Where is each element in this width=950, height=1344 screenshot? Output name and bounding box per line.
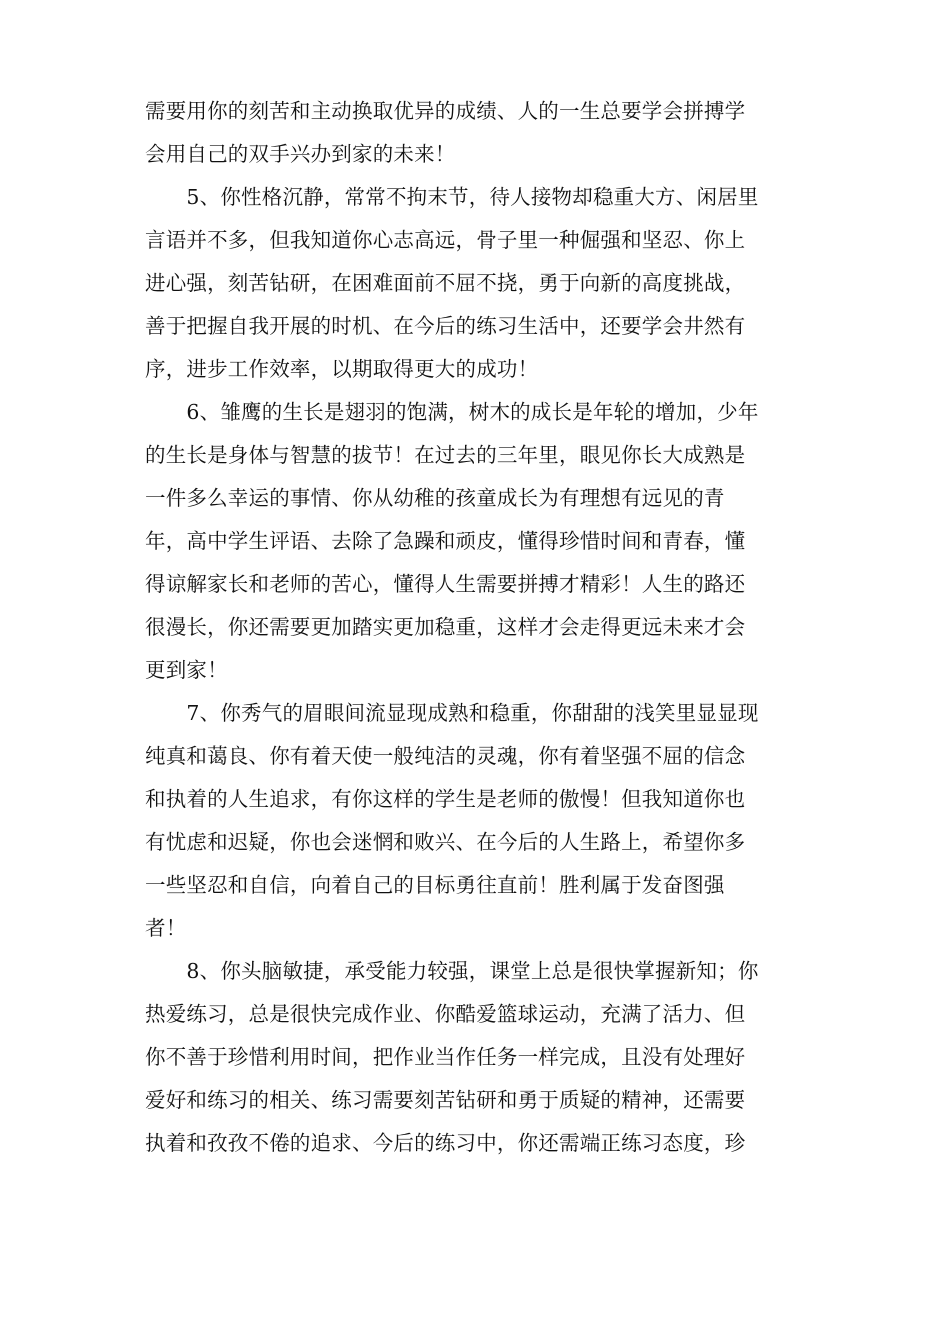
text-line: 爱好和练习的相关、练习需要刻苦钻研和勇于质疑的精神，还需要 [145, 1088, 746, 1112]
text-line: 8、你头脑敏捷，承受能力较强，课堂上总是很快掌握新知；你 [145, 959, 759, 983]
text-line: 7、你秀气的眉眼间流显现成熟和稳重，你甜甜的浅笑里显显现 [145, 701, 759, 725]
text-line: 年，高中学生评语、去除了急躁和顽皮，懂得珍惜时间和青春，懂 [145, 529, 746, 553]
text-line: 你不善于珍惜利用时间，把作业当作任务一样完成，且没有处理好 [145, 1045, 746, 1069]
text-line: 很漫长，你还需要更加踏实更加稳重，这样才会走得更远未来才会 [145, 615, 746, 639]
text-line: 序，进步工作效率，以期取得更大的成功！ [145, 357, 539, 381]
text-line: 6、雏鹰的生长是翅羽的饱满，树木的成长是年轮的增加，少年 [145, 400, 759, 424]
text-line: 者！ [145, 916, 187, 940]
text-line: 一件多么幸运的事情、你从幼稚的孩童成长为有理想有远见的青 [145, 486, 725, 510]
text-line: 5、你性格沉静，常常不拘末节，待人接物却稳重大方、闲居里 [145, 185, 759, 209]
text-line: 更到家！ [145, 658, 228, 682]
text-line: 会用自己的双手兴办到家的未来！ [145, 142, 456, 166]
text-line: 执着和孜孜不倦的追求、今后的练习中，你还需端正练习态度，珍 [145, 1131, 746, 1155]
text-line: 和执着的人生追求，有你这样的学生是老师的傲慢！但我知道你也 [145, 787, 746, 811]
text-line: 一些坚忍和自信，向着自己的目标勇往直前！胜利属于发奋图强 [145, 873, 725, 897]
text-line: 的生长是身体与智慧的拔节！在过去的三年里，眼见你长大成熟是 [145, 443, 746, 467]
text-line: 热爱练习，总是很快完成作业、你酷爱篮球运动，充满了活力、但 [145, 1002, 746, 1026]
text-line: 纯真和蔼良、你有着天使一般纯洁的灵魂，你有着坚强不屈的信念 [145, 744, 746, 768]
text-line: 言语并不多，但我知道你心志高远，骨子里一种倔强和坚忍、你上 [145, 228, 746, 252]
text-line: 需要用你的刻苦和主动换取优异的成绩、人的一生总要学会拼搏学 [145, 99, 746, 123]
text-line: 有忧虑和迟疑，你也会迷惘和败兴、在今后的人生路上，希望你多 [145, 830, 746, 854]
text-line: 善于把握自我开展的时机、在今后的练习生活中，还要学会井然有 [145, 314, 746, 338]
text-line: 进心强，刻苦钻研，在困难面前不屈不挠，勇于向新的高度挑战， [145, 271, 746, 295]
text-line: 得谅解家长和老师的苦心，懂得人生需要拼搏才精彩！人生的路还 [145, 572, 746, 596]
